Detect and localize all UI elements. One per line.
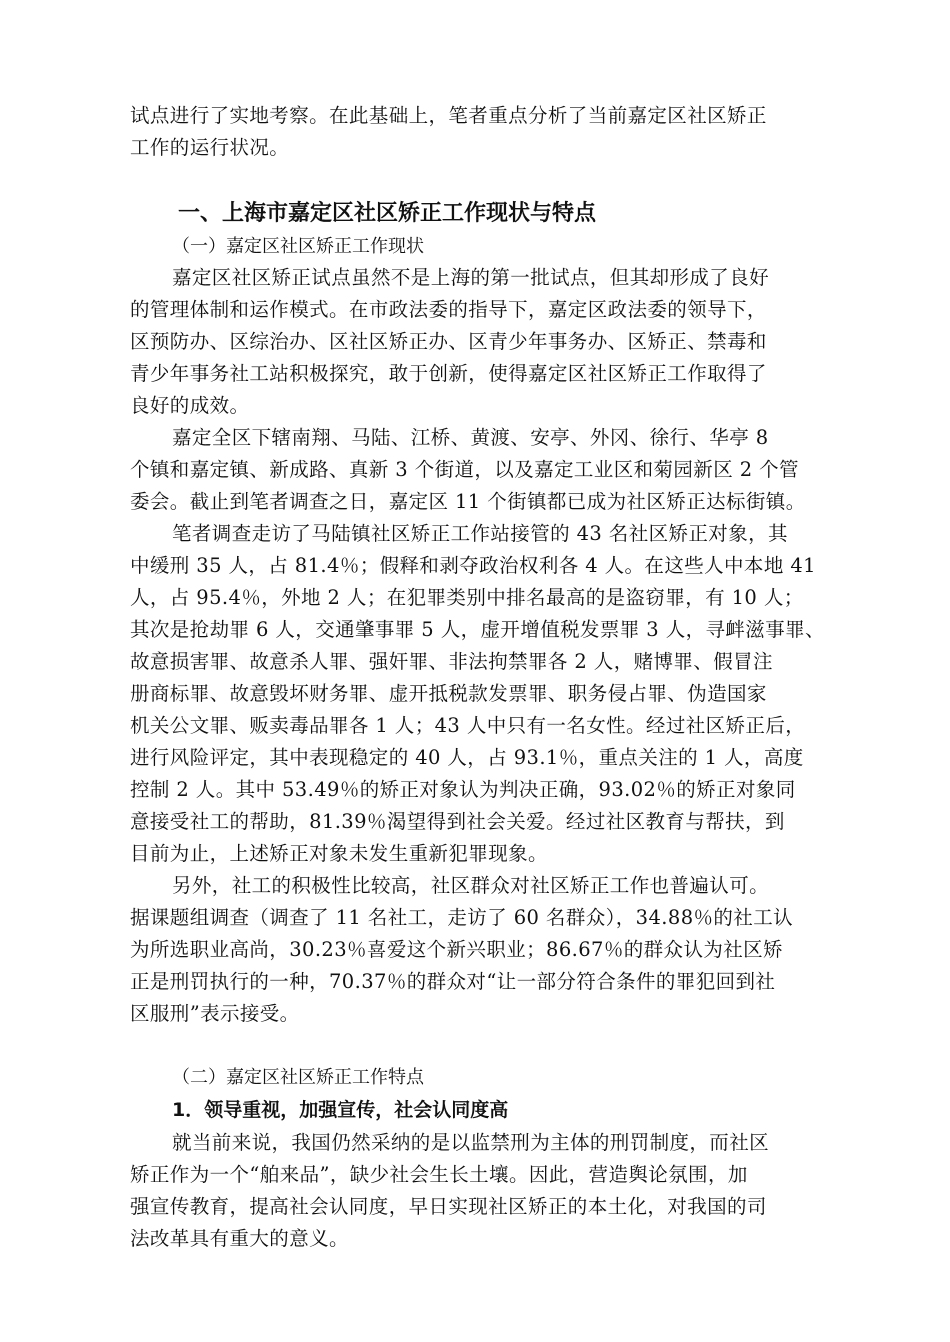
paragraph-line: 进行风险评定，其中表现稳定的 40 人，占 93.1％，重点关注的 1 人，高度 xyxy=(130,746,804,769)
paragraph-line: 人，占 95.4％，外地 2 人；在犯罪类别中排名最高的是盗窃罪，有 10 人； xyxy=(130,586,804,609)
paragraph-line: 另外，社工的积极性比较高，社区群众对社区矫正工作也普遍认可。 xyxy=(172,874,770,897)
intro-line: 试点进行了实地考察。在此基础上，笔者重点分析了当前嘉定区社区矫正 xyxy=(130,104,767,127)
paragraph-line: 目前为止，上述矫正对象未发生重新犯罪现象。 xyxy=(130,842,548,865)
paragraph-line: 区预防办、区综治办、区社区矫正办、区青少年事务办、区矫正、禁毒和 xyxy=(130,330,767,353)
paragraph-line: 青少年事务社工站积极探究，敢于创新，使得嘉定区社区矫正工作取得了 xyxy=(130,362,767,385)
paragraph-line: 册商标罪、故意毁坏财务罪、虚开抵税款发票罪、职务侵占罪、伪造国家 xyxy=(130,682,767,705)
paragraph-line: 委会。截止到笔者调查之日，嘉定区 11 个街镇都已成为社区矫正达标街镇。 xyxy=(130,490,806,513)
paragraph-line: 笔者调查走访了马陆镇社区矫正工作站接管的 43 名社区矫正对象，其 xyxy=(172,522,788,545)
paragraph-line: 意接受社工的帮助，81.39％渴望得到社会关爱。经过社区教育与帮扶，到 xyxy=(130,810,785,833)
paragraph-line: 法改革具有重大的意义。 xyxy=(130,1227,349,1250)
intro-line: 工作的运行状况。 xyxy=(130,136,290,159)
paragraph-line: 矫正作为一个“舶来品”，缺少社会生长土壤。因此，营造舆论氛围，加 xyxy=(130,1163,748,1186)
paragraph-line: 控制 2 人。其中 53.49％的矫正对象认为判决正确，93.02％的矫正对象同 xyxy=(130,778,796,801)
paragraph-line: 个镇和嘉定镇、新成路、真新 3 个街道，以及嘉定工业区和菊园新区 2 个管 xyxy=(130,458,799,481)
paragraph-line: 为所选职业高尚，30.23％喜爱这个新兴职业；86.67％的群众认为社区矫 xyxy=(130,938,783,961)
paragraph-line: 区服刑”表示接受。 xyxy=(130,1002,300,1025)
paragraph-line: 嘉定全区下辖南翔、马陆、江桥、黄渡、安亭、外冈、徐行、华亭 8 xyxy=(172,426,769,449)
paragraph-line: 故意损害罪、故意杀人罪、强奸罪、非法拘禁罪各 2 人，赌博罪、假冒注 xyxy=(130,650,773,673)
paragraph-line: 强宣传教育，提高社会认同度，早日实现社区矫正的本土化，对我国的司 xyxy=(130,1195,767,1218)
paragraph-line: 良好的成效。 xyxy=(130,394,250,417)
paragraph-line: 嘉定区社区矫正试点虽然不是上海的第一批试点，但其却形成了良好 xyxy=(172,266,770,289)
paragraph-line: 的管理体制和运作模式。在市政法委的指导下，嘉定区政法委的领导下， xyxy=(130,298,767,321)
paragraph-line: 其次是抢劫罪 6 人，交通肇事罪 5 人，虚开增值税发票罪 3 人，寻衅滋事罪、 xyxy=(130,618,825,641)
paragraph-line: 中缓刑 35 人，占 81.4％；假释和剥夺政治权利各 4 人。在这些人中本地 41 xyxy=(130,554,816,577)
subsection-heading: （二）嘉定区社区矫正工作特点 xyxy=(172,1067,424,1088)
paragraph-line: 正是刑罚执行的一种，70.37％的群众对“让一部分符合条件的罪犯回到社 xyxy=(130,970,776,993)
point-heading: 1．领导重视，加强宣传，社会认同度高 xyxy=(172,1099,509,1121)
section-heading: 一、上海市嘉定区社区矫正工作现状与特点 xyxy=(178,201,597,226)
subsection-heading: （一）嘉定区社区矫正工作现状 xyxy=(172,236,424,257)
paragraph-line: 就当前来说，我国仍然采纳的是以监禁刑为主体的刑罚制度，而社区 xyxy=(172,1131,770,1154)
paragraph-line: 机关公文罪、贩卖毒品罪各 1 人；43 人中只有一名女性。经过社区矫正后， xyxy=(130,714,806,737)
paragraph-line: 据课题组调查（调查了 11 名社工，走访了 60 名群众），34.88％的社工认 xyxy=(130,906,793,929)
